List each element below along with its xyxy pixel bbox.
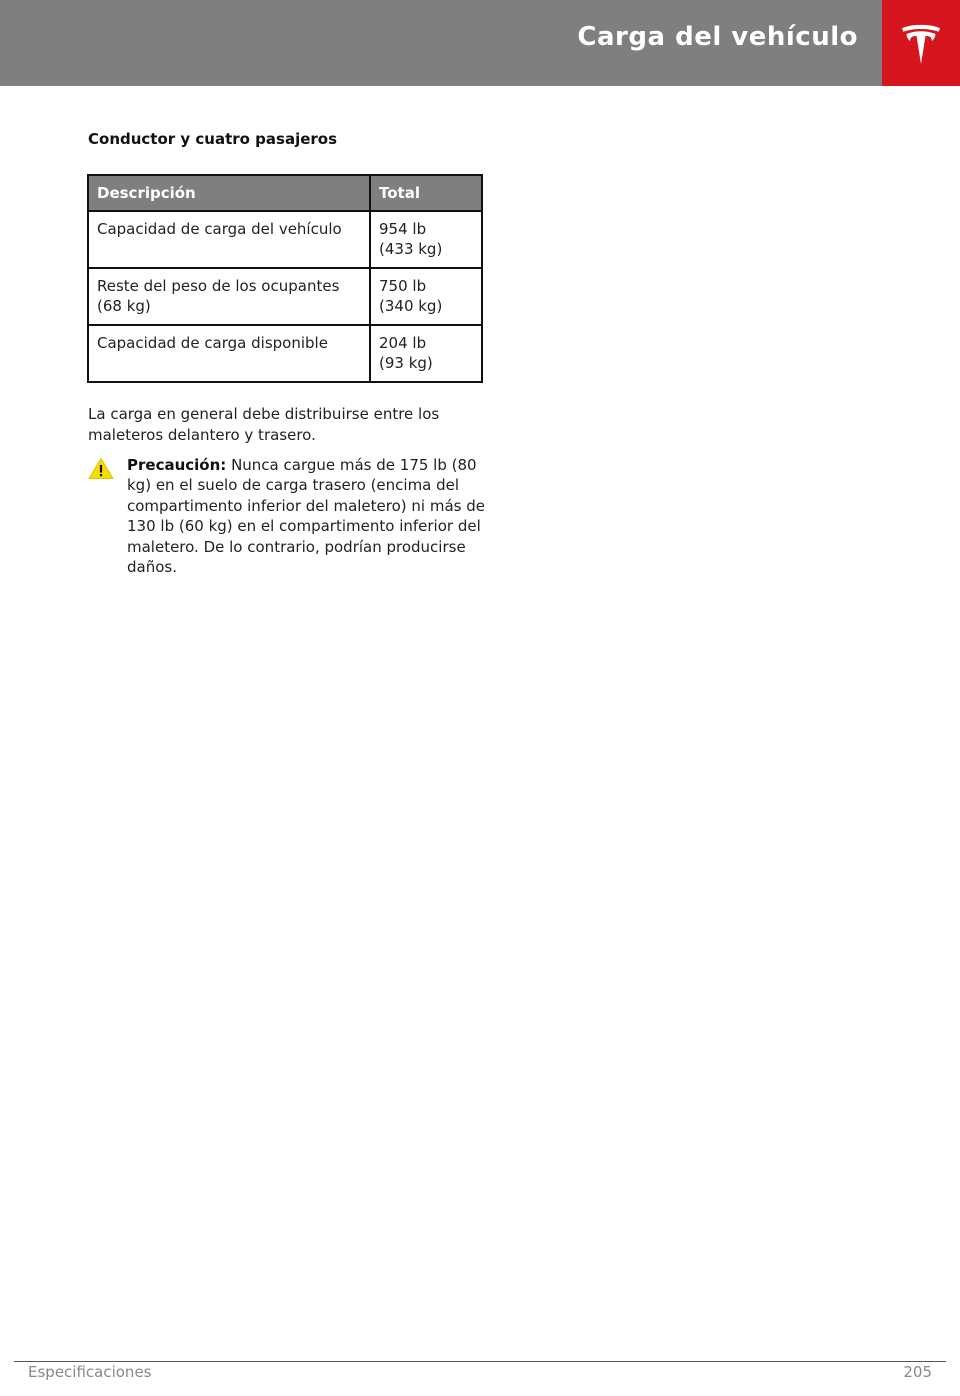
body-paragraph: La carga en general debe distribuirse entre los maleteros delantero y trasero. [88,405,440,444]
footer-page-number: 205 [903,1363,932,1381]
row-total-kg: (433 kg) [379,240,443,258]
column-header-description: Descripción [88,175,370,211]
warning-triangle-icon [88,457,114,480]
row-total-lb: 204 lb [379,334,427,352]
brand-logo-box [882,0,960,86]
row-total [370,325,482,382]
table-row [88,325,482,382]
row-description: Capacidad de carga disponible [88,325,370,382]
row-total [370,268,482,325]
page-title: Carga del vehículo [577,22,858,52]
row-total-kg: (93 kg) [379,354,433,372]
caution-text-block [127,455,487,577]
row-description: Reste del peso de los ocupantes (68 kg) [88,268,370,325]
load-capacity-table [87,174,483,383]
page-header [0,0,960,86]
row-description: Capacidad de carga del vehículo [88,211,370,268]
tesla-logo-icon [901,18,941,66]
footer-section-name: Especificaciones [28,1363,152,1381]
table-row [88,268,482,325]
row-total-lb: 750 lb [379,277,427,295]
section-heading: Conductor y cuatro pasajeros [88,130,338,148]
row-total-kg: (340 kg) [379,297,443,315]
row-total-lb: 954 lb [379,220,427,238]
caution-label: Precaución: [127,456,227,474]
row-total [370,211,482,268]
table-header-row [88,175,482,211]
column-header-total: Total [370,175,482,211]
caution-body: Nunca cargue más de 175 lb (80 kg) en el suelo de carga trasero (encima del compartimento inferior del maletero) ni más de 130 lb (60 kg) en el compartimento inferior del maletero. De lo contrario, podrían producirse daños. [127,456,485,577]
table-row [88,211,482,268]
footer-divider [14,1361,946,1362]
